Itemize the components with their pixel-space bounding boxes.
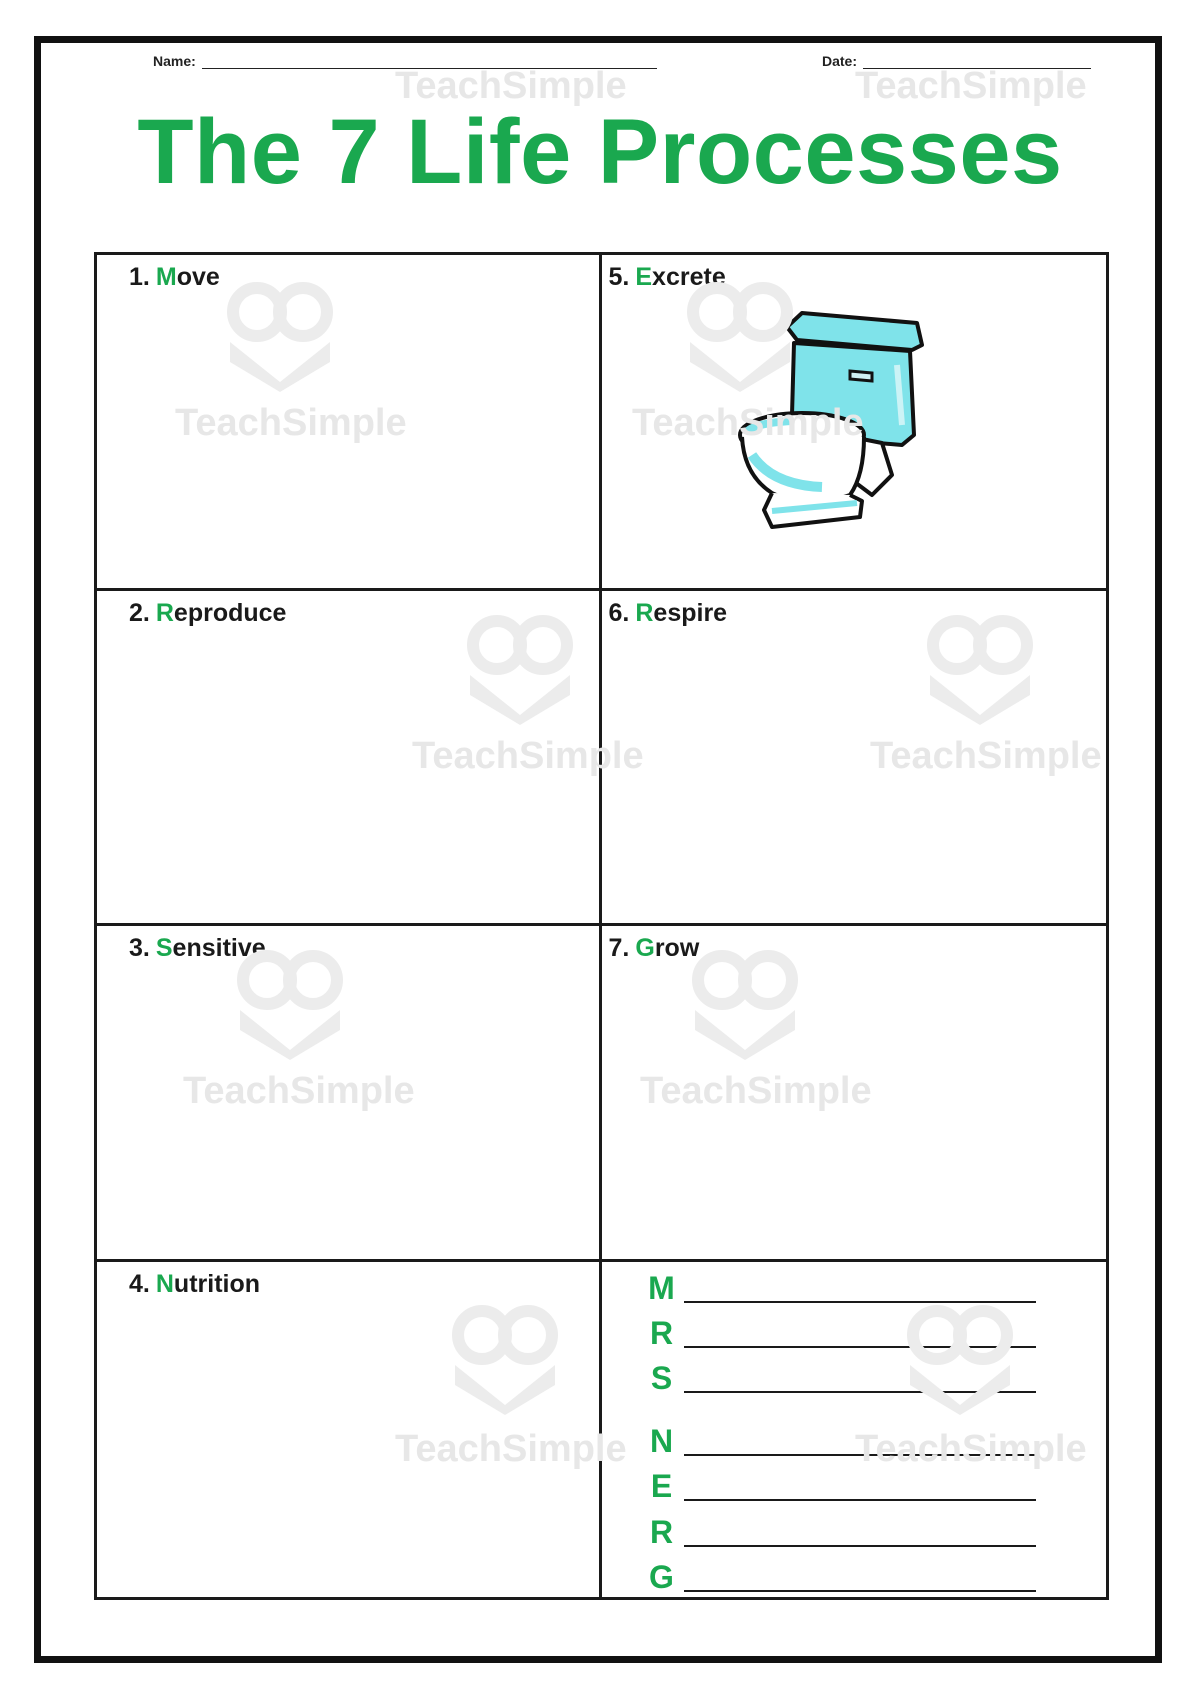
box-respire[interactable] [602, 591, 1107, 927]
date-blank-line[interactable] [863, 54, 1091, 69]
acrostic-row[interactable]: M [642, 1270, 1036, 1307]
watermark-text: TeachSimple [855, 1428, 1087, 1470]
watermark-text: TeachSimple [183, 1070, 415, 1112]
box-reproduce[interactable] [97, 591, 602, 927]
box-label: 1. Move [129, 263, 220, 291]
name-field[interactable] [153, 53, 657, 69]
box-grow[interactable] [602, 926, 1107, 1262]
watermark-text: TeachSimple [870, 735, 1102, 777]
answer-line[interactable] [684, 1497, 1036, 1501]
date-field[interactable] [822, 53, 1091, 69]
box-label: 3. Sensitive [129, 934, 266, 962]
toilet-icon [732, 305, 942, 555]
watermark-text: TeachSimple [175, 402, 407, 444]
life-processes-grid [94, 252, 1109, 1600]
answer-line[interactable] [684, 1344, 1036, 1348]
box-label: 4. Nutrition [129, 1269, 261, 1298]
watermark-text: TeachSimple [632, 402, 864, 444]
acrostic-row[interactable]: R [642, 1514, 1036, 1551]
answer-line[interactable] [684, 1299, 1036, 1303]
box-sensitive[interactable] [97, 926, 602, 1262]
box-move[interactable] [97, 255, 602, 591]
acrostic-box [602, 1262, 1107, 1598]
watermark-text: TeachSimple [640, 1070, 872, 1112]
watermark-text: TeachSimple [395, 1428, 627, 1470]
box-label: 7. Grow [608, 934, 700, 962]
watermark-text: TeachSimple [395, 65, 627, 107]
acrostic-row[interactable]: N [642, 1423, 1036, 1460]
acrostic-row[interactable]: E [642, 1468, 1036, 1505]
name-label: Name: [153, 53, 196, 69]
box-nutrition[interactable] [97, 1262, 602, 1598]
answer-line[interactable] [684, 1452, 1036, 1456]
box-label: 2. Reproduce [129, 598, 287, 627]
box-label: 6. Respire [608, 598, 728, 627]
acrostic-row[interactable]: S [642, 1360, 1036, 1397]
acrostic-row[interactable]: G [642, 1559, 1036, 1596]
date-label: Date: [822, 53, 858, 69]
acrostic-row[interactable]: R [642, 1315, 1036, 1352]
answer-line[interactable] [684, 1389, 1036, 1393]
page-title: The 7 Life Processes [137, 101, 1063, 203]
box-excrete[interactable] [602, 255, 1107, 591]
name-blank-line[interactable] [202, 54, 657, 69]
watermark-text: TeachSimple [412, 735, 644, 777]
answer-line[interactable] [684, 1543, 1036, 1547]
answer-line[interactable] [684, 1588, 1036, 1592]
box-label: 5. Excrete [608, 263, 726, 291]
watermark-text: TeachSimple [855, 65, 1087, 107]
